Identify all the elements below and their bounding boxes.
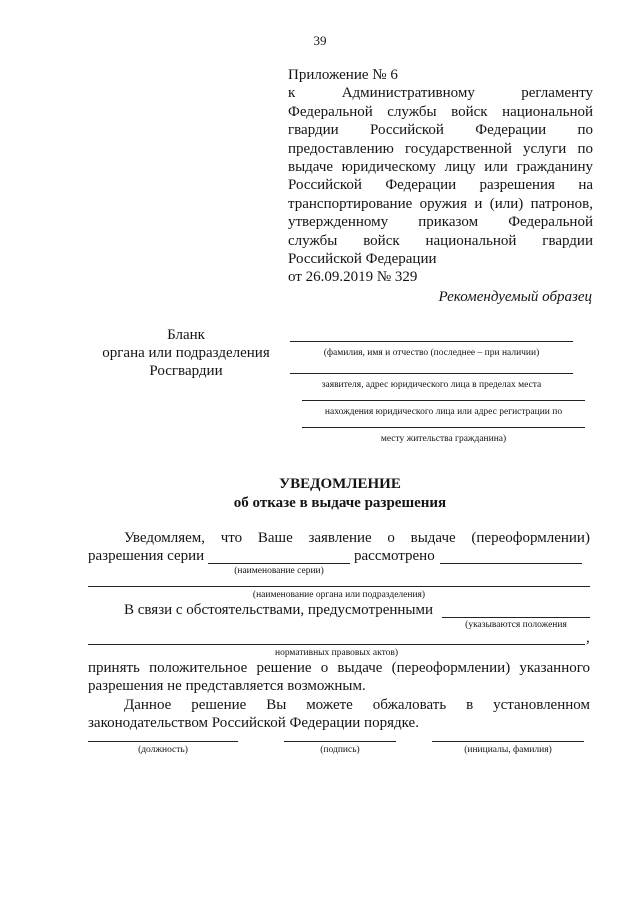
appendix-word: оружия bbox=[419, 195, 467, 212]
notice-word: о bbox=[387, 530, 395, 546]
appendix-line bbox=[288, 232, 593, 250]
notice-word: решение bbox=[191, 697, 247, 713]
notice-text-line bbox=[124, 697, 590, 714]
name-caption: (инициалы, фамилия) bbox=[464, 745, 552, 755]
appendix-word: регламенту bbox=[521, 85, 593, 102]
notice-word: (переоформлении) bbox=[391, 660, 511, 676]
notice-word: в bbox=[466, 697, 474, 713]
appendix-word: предоставлению bbox=[288, 140, 394, 157]
letterhead-line: органа или подразделения bbox=[102, 345, 270, 361]
appendix-line bbox=[288, 158, 593, 176]
appendix-word: лицу bbox=[444, 159, 476, 176]
appendix-word: услуги bbox=[523, 140, 567, 157]
appendix-word: транспортирование bbox=[288, 195, 413, 212]
appendix-line bbox=[288, 121, 593, 139]
appendix-word: государственной bbox=[404, 140, 512, 157]
notice-word: обжаловать bbox=[372, 697, 447, 713]
addressee-line bbox=[290, 373, 573, 374]
notice-word: можете bbox=[306, 697, 353, 713]
name-field bbox=[432, 741, 584, 742]
notice-word: выдаче bbox=[410, 530, 456, 546]
comma: , bbox=[586, 630, 590, 646]
appendix-word: по bbox=[577, 140, 593, 157]
addressee-caption: месту жительства гражданина) bbox=[380, 434, 507, 444]
appendix-word: службы bbox=[387, 103, 437, 120]
appendix-line bbox=[288, 66, 593, 84]
notice-word: Вы bbox=[266, 697, 287, 713]
document-title: УВЕДОМЛЕНИЕ bbox=[279, 476, 401, 492]
addressee-line bbox=[302, 400, 585, 401]
organization-caption: (наименование органа или подразделения) bbox=[252, 590, 426, 600]
notice-word: заявление bbox=[308, 530, 372, 546]
signature-caption: (подпись) bbox=[320, 745, 360, 755]
document-subtitle: об отказе в выдаче разрешения bbox=[233, 495, 447, 511]
appendix-line bbox=[288, 268, 593, 286]
appendix-word: службы bbox=[288, 232, 338, 249]
provisions-caption: (указываются положения bbox=[465, 620, 567, 630]
notice-word: положительное bbox=[149, 660, 248, 676]
appendix-word: Российской bbox=[288, 177, 362, 194]
notice-word: что bbox=[220, 530, 243, 546]
addressee-line bbox=[290, 341, 573, 342]
appendix-line bbox=[288, 176, 593, 194]
appendix-word: гвардии bbox=[288, 122, 339, 139]
appendix-header bbox=[288, 66, 593, 287]
signature-field bbox=[284, 741, 396, 742]
series-field bbox=[208, 563, 350, 564]
addressee-caption: заявителя, адрес юридического лица в пределах места bbox=[321, 380, 542, 390]
appendix-word: приказом bbox=[418, 214, 479, 231]
series-caption: (наименование серии) bbox=[234, 566, 324, 576]
appendix-line bbox=[288, 140, 593, 158]
appendix-line bbox=[288, 213, 593, 231]
notice-word: Данное bbox=[124, 697, 172, 713]
notice-text: разрешения не представляется возможным. bbox=[88, 678, 366, 694]
organization-field bbox=[88, 586, 590, 587]
appendix-word: (или) bbox=[489, 195, 524, 212]
notice-text: рассмотрено bbox=[354, 548, 435, 564]
appendix-word: от 26.09.2019 № 329 bbox=[288, 269, 418, 286]
appendix-word: или bbox=[484, 159, 508, 176]
appendix-word: Федерации bbox=[475, 122, 547, 139]
appendix-line bbox=[288, 195, 593, 213]
appendix-word: национальной bbox=[502, 103, 593, 120]
addressee-caption: нахождения юридического лица или адрес регистрации по bbox=[324, 407, 563, 417]
appendix-word: национальной bbox=[425, 232, 517, 249]
appendix-line bbox=[288, 103, 593, 121]
appendix-word: по bbox=[577, 122, 593, 139]
addressee-caption: (фамилия, имя и отчество (последнее – при наличии) bbox=[323, 348, 540, 358]
appendix-word: Российской bbox=[370, 122, 444, 139]
letterhead-line: Бланк bbox=[167, 327, 205, 343]
appendix-word: гражданину bbox=[516, 159, 593, 176]
notice-word: (переоформлении) bbox=[471, 530, 590, 546]
appendix-word: юридическому bbox=[341, 159, 437, 176]
notice-text: В связи с обстоятельствами, предусмотренными bbox=[124, 602, 434, 618]
sample-label: Рекомендуемый образец bbox=[438, 289, 592, 305]
letterhead-block bbox=[80, 326, 292, 380]
notice-word: установленном bbox=[493, 697, 590, 713]
notice-word: Уведомляем, bbox=[124, 530, 206, 546]
acts-caption: нормативных правовых актов) bbox=[274, 648, 399, 658]
page-number: 39 bbox=[313, 33, 327, 48]
notice-word: указанного bbox=[519, 660, 590, 676]
letterhead-line: Росгвардии bbox=[149, 363, 223, 379]
appendix-line bbox=[288, 84, 593, 102]
notice-word: решение bbox=[256, 660, 312, 676]
appendix-word: разрешения bbox=[479, 177, 555, 194]
appendix-word: войск bbox=[451, 103, 488, 120]
notice-word: выдаче bbox=[337, 660, 383, 676]
appendix-word: к bbox=[288, 85, 296, 102]
appendix-word: гвардии bbox=[542, 232, 593, 249]
appendix-word: Федеральной bbox=[508, 214, 593, 231]
appendix-word: Приложение № 6 bbox=[288, 67, 398, 83]
notice-text: разрешения серии bbox=[88, 548, 205, 564]
appendix-word: и bbox=[474, 195, 483, 212]
appendix-word: выдаче bbox=[288, 159, 334, 176]
appendix-line bbox=[288, 250, 593, 268]
provisions-field bbox=[442, 617, 590, 618]
position-caption: (должность) bbox=[138, 745, 188, 755]
addressee-line bbox=[302, 427, 585, 428]
notice-text-line bbox=[124, 530, 590, 547]
appendix-word: утвержденному bbox=[288, 214, 389, 231]
appendix-word: патронов, bbox=[530, 195, 593, 212]
notice-text: законодательством Российской Федерации порядке. bbox=[88, 715, 419, 731]
appendix-word: Российской Федерации bbox=[288, 251, 437, 268]
position-field bbox=[88, 741, 238, 742]
notice-word: принять bbox=[88, 660, 140, 676]
acts-field bbox=[88, 644, 585, 645]
appendix-word: Федерации bbox=[385, 177, 457, 194]
reviewed-by-field bbox=[440, 563, 582, 564]
appendix-word: Федеральной bbox=[288, 103, 373, 120]
notice-word: Ваше bbox=[257, 530, 293, 546]
appendix-word: на bbox=[578, 177, 593, 194]
appendix-word: Административному bbox=[341, 85, 475, 102]
appendix-word: войск bbox=[363, 232, 400, 249]
notice-text-line bbox=[88, 660, 590, 677]
notice-word: о bbox=[320, 660, 329, 676]
